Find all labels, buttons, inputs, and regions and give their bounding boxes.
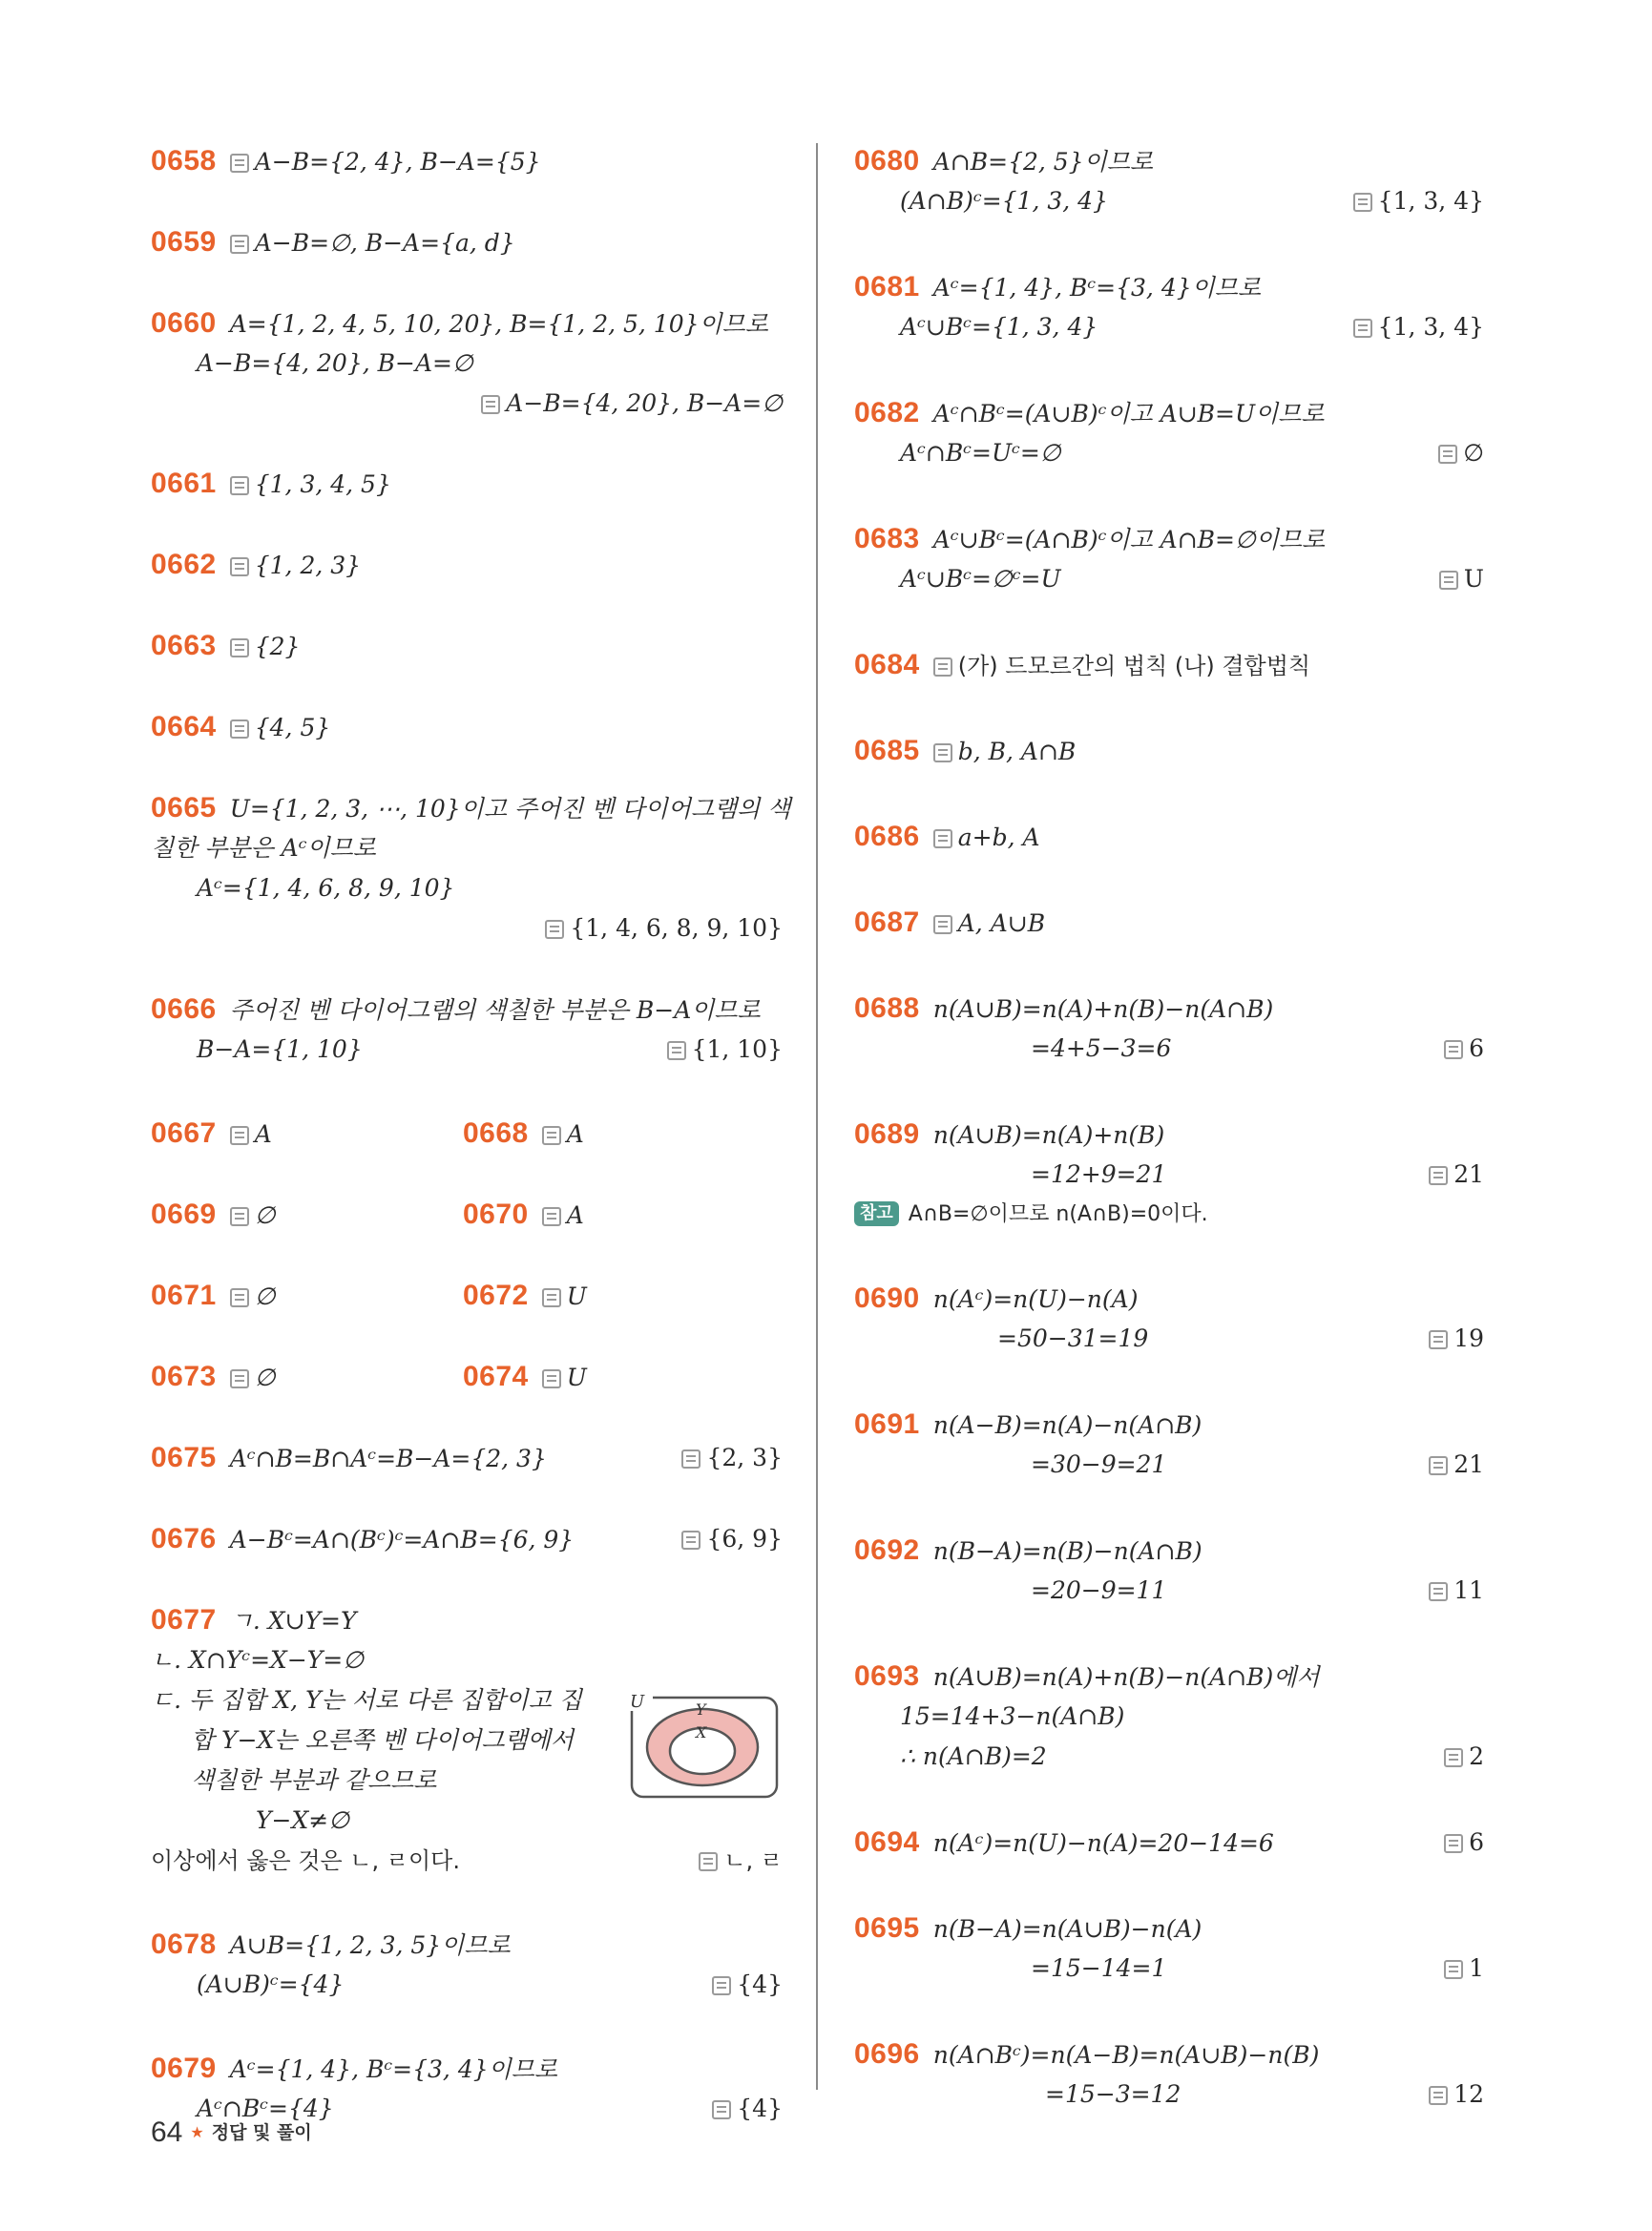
solution-line: =30−9=21 (1031, 1450, 1167, 1478)
answer: {1, 3, 4} (1353, 307, 1484, 347)
problem-0658 (151, 141, 783, 181)
answer: {1, 3, 4, 5} (254, 470, 391, 498)
solution-line: 합 Y−X는 오른쪽 벤 다이어그램에서 (191, 1726, 574, 1754)
solution-line: ㄷ. 두 집합 X, Y는 서로 다른 집합이고 집 (151, 1686, 582, 1714)
solution-line: 주어진 벤 다이어그램의 색칠한 부분은 B−A이므로 (229, 996, 761, 1024)
answer: 21 (1429, 1155, 1484, 1195)
solution-line: Aᶜ∪Bᶜ=∅ᶜ=U (900, 565, 1061, 593)
problem-0669: 0669 ∅ (151, 1199, 276, 1230)
solution-line: n(Aᶜ)=n(U)−n(A)=20−14=6 (932, 1829, 1274, 1857)
problem-number: 0678 (151, 1929, 217, 1960)
solution-line: n(A∪B)=n(A)+n(B)−n(A∩B)에서 (932, 1663, 1320, 1691)
problem-0683 (854, 519, 1484, 599)
answer: 12 (1429, 2075, 1484, 2115)
solution-line: Aᶜ∩B=B∩Aᶜ=B−A={2, 3} (229, 1445, 547, 1472)
venn-diagram (626, 1692, 781, 1803)
answer: A (254, 1120, 272, 1148)
problem-0667: 0667 A (151, 1117, 272, 1149)
problem-number: 0682 (854, 397, 920, 428)
problem-0670: 0670 A (463, 1199, 584, 1230)
problem-number: 0680 (854, 145, 920, 177)
answer-icon (1444, 1960, 1463, 1979)
solution-line: U={1, 2, 3, ⋯, 10}이고 주어진 벤 다이어그램의 색 (229, 795, 791, 823)
problem-number: 0662 (151, 549, 217, 580)
solution-line: ㄴ. X∩Yᶜ=X−Y=∅ (151, 1646, 365, 1674)
answer-icon (933, 743, 952, 762)
problem-number: 0658 (151, 145, 217, 177)
problem-0666 (151, 990, 783, 1070)
answer-icon (230, 1207, 249, 1226)
answer: ∅ (254, 1201, 276, 1229)
answer: {1, 4, 6, 8, 9, 10} (545, 908, 783, 949)
problem-row (151, 1114, 783, 1154)
solution-line: Aᶜ∩Bᶜ=(A∪B)ᶜ이고 A∪B=U이므로 (932, 400, 1325, 427)
answer-icon (542, 1207, 561, 1226)
problem-0681 (854, 267, 1484, 347)
solution-line: n(A∩Bᶜ)=n(A−B)=n(A∪B)−n(B) (932, 2041, 1320, 2069)
problem-number: 0689 (854, 1118, 920, 1150)
problem-row (151, 1276, 783, 1316)
answer: {4, 5} (254, 714, 331, 741)
answer: ㄴ, ㄹ (699, 1841, 783, 1881)
answer: 1 (1444, 1949, 1484, 1989)
solution-line: n(A∪B)=n(A)+n(B) (932, 1121, 1165, 1149)
solution-line: Y−X≠∅ (256, 1806, 349, 1834)
answer: A, A∪B (957, 909, 1046, 937)
problem-0678 (151, 1925, 783, 2005)
venn-label-x: X (696, 1723, 707, 1741)
problem-number: 0686 (854, 821, 920, 852)
solution-line: n(B−A)=n(B)−n(A∩B) (932, 1537, 1202, 1565)
problem-0684 (854, 645, 1484, 685)
solution-line: A={1, 2, 4, 5, 10, 20}, B={1, 2, 5, 10}이므로 (229, 310, 768, 338)
answer: U (566, 1364, 587, 1391)
answer-icon (230, 1369, 249, 1388)
answer: {1, 2, 3} (254, 552, 362, 579)
problem-number: 0691 (854, 1408, 920, 1440)
star-icon: ★ (190, 2125, 204, 2141)
problem-0693 (854, 1657, 1484, 1777)
answer-icon (1429, 1330, 1448, 1349)
solution-line: Aᶜ={1, 4}, Bᶜ={3, 4}이므로 (932, 274, 1262, 302)
answer: 19 (1429, 1319, 1484, 1359)
answer-icon (1429, 1166, 1448, 1185)
problem-0660 (151, 303, 783, 424)
answer-icon (712, 2100, 731, 2119)
problem-0690 (854, 1279, 1484, 1359)
solution-line: n(B−A)=n(A∪B)−n(A) (932, 1915, 1202, 1943)
answer: A−B={4, 20}, B−A=∅ (481, 384, 783, 424)
problem-0682 (854, 393, 1484, 473)
solution-line: =4+5−3=6 (1031, 1034, 1172, 1062)
problem-0663 (151, 626, 783, 666)
answer: 6 (1444, 1029, 1484, 1069)
problem-0676 (151, 1519, 783, 1559)
solution-line: n(A∪B)=n(A)+n(B)−n(A∩B) (932, 995, 1274, 1023)
answer-icon (1429, 2086, 1448, 2105)
problem-0692 (854, 1531, 1484, 1611)
answer: A (566, 1201, 584, 1229)
problem-0695 (854, 1908, 1484, 1989)
solution-line: A−B={4, 20}, B−A=∅ (197, 349, 473, 377)
problem-number: 0695 (854, 1912, 920, 1944)
problem-0671: 0671 ∅ (151, 1280, 276, 1311)
answer: {2} (254, 633, 301, 660)
solution-line: 이상에서 옳은 것은 ㄴ, ㄹ이다. (151, 1847, 460, 1874)
answer-icon (230, 638, 249, 657)
answer: 21 (1429, 1445, 1484, 1485)
answer-icon (230, 1288, 249, 1307)
problem-0661 (151, 464, 783, 504)
answer: (가) 드모르간의 법칙 (나) 결합법칙 (957, 653, 1311, 679)
answer: {4} (712, 2089, 783, 2129)
solution-line: A∪B={1, 2, 3, 5}이므로 (229, 1931, 511, 1959)
solution-line: Aᶜ={1, 4}, Bᶜ={3, 4}이므로 (229, 2055, 558, 2083)
problem-0685 (854, 731, 1484, 771)
problem-row (151, 1357, 783, 1397)
problem-number: 0696 (854, 2038, 920, 2070)
problem-0688 (854, 989, 1484, 1069)
answer-icon (712, 1976, 731, 1995)
solution-line: B−A={1, 10} (197, 1035, 363, 1063)
answer-icon (230, 476, 249, 495)
problem-number: 0683 (854, 523, 920, 554)
answer-icon (230, 1126, 249, 1145)
problem-number: 0660 (151, 307, 217, 339)
solution-line: (A∪B)ᶜ={4} (197, 1970, 345, 1998)
problem-0672: 0672 U (463, 1280, 587, 1311)
answer: U (566, 1282, 587, 1310)
problem-number: 0685 (854, 735, 920, 766)
answer-icon (230, 719, 249, 739)
problem-number: 0681 (854, 271, 920, 302)
venn-label-y: Y (696, 1700, 706, 1719)
solution-line: 15=14+3−n(A∩B) (900, 1702, 1125, 1730)
problem-number: 0675 (151, 1442, 217, 1473)
problem-number: 0659 (151, 226, 217, 258)
answer: ∅ (1438, 433, 1484, 473)
answer-icon (667, 1041, 686, 1060)
solution-line: n(A−B)=n(A)−n(A∩B) (932, 1411, 1202, 1439)
problem-0677 (151, 1600, 783, 1881)
problem-0696 (854, 2034, 1484, 2115)
problem-0662 (151, 545, 783, 585)
solution-line: ㄱ. X∪Y=Y (229, 1607, 357, 1635)
answer-icon (1444, 1834, 1463, 1853)
column-divider (816, 143, 818, 2090)
answer-icon (1429, 1582, 1448, 1601)
answer-icon (230, 235, 249, 254)
solution-line: A∩B={2, 5}이므로 (932, 148, 1154, 176)
problem-number: 0666 (151, 993, 217, 1025)
page-number: 64 (151, 2116, 183, 2148)
problem-0694 (854, 1823, 1484, 1863)
venn-label-u: U (630, 1692, 645, 1712)
answer-icon (230, 154, 249, 173)
problem-number: 0664 (151, 711, 217, 742)
answer-icon (933, 657, 952, 677)
answer-icon (1429, 1456, 1448, 1475)
solution-line: Aᶜ∪Bᶜ={1, 3, 4} (900, 313, 1098, 341)
problem-0686 (854, 817, 1484, 857)
answer: ∅ (254, 1364, 276, 1391)
solution-line: =20−9=11 (1031, 1576, 1167, 1604)
answer-icon (1444, 1040, 1463, 1059)
solution-line: (A∩B)ᶜ={1, 3, 4} (900, 187, 1108, 215)
answer-icon (542, 1369, 561, 1388)
problem-0680 (854, 141, 1484, 221)
answer-icon (481, 395, 500, 414)
solution-line: ∴ n(A∩B)=2 (900, 1742, 1047, 1770)
problem-0675 (151, 1438, 783, 1478)
problem-number: 0694 (854, 1826, 920, 1858)
problem-0665 (151, 788, 791, 949)
answer: {6, 9} (681, 1519, 783, 1559)
problem-0664 (151, 707, 783, 747)
solution-line: 색칠한 부분과 같으므로 (191, 1766, 437, 1794)
solution-line: =12+9=21 (1031, 1160, 1167, 1188)
answer: b, B, A∩B (957, 738, 1077, 765)
answer: A−B=∅, B−A={a, d} (254, 229, 515, 257)
answer: a+b, A (957, 824, 1040, 851)
footer-title: 정답 및 풀이 (211, 2122, 312, 2143)
answer: ∅ (254, 1282, 276, 1310)
solution-line: n(Aᶜ)=n(U)−n(A) (932, 1285, 1139, 1313)
problem-0668: 0668 A (463, 1117, 584, 1149)
problem-number: 0677 (151, 1604, 217, 1636)
answer: {4} (712, 1965, 783, 2005)
answer: A−B={2, 4}, B−A={5} (254, 148, 541, 176)
problem-0689 (854, 1115, 1484, 1235)
problem-0691 (854, 1405, 1484, 1485)
answer-icon (681, 1531, 701, 1550)
answer-icon (699, 1852, 718, 1871)
problem-row (151, 1195, 783, 1235)
note-badge: 참고 (854, 1201, 899, 1226)
answer: {2, 3} (681, 1438, 783, 1478)
answer: A (566, 1120, 584, 1148)
problem-number: 0663 (151, 630, 217, 661)
solution-line: Aᶜ={1, 4, 6, 8, 9, 10} (197, 874, 455, 902)
problem-0659 (151, 222, 783, 262)
solution-line: =50−31=19 (997, 1324, 1149, 1352)
answer: {1, 3, 4} (1353, 181, 1484, 221)
answer-icon (542, 1288, 561, 1307)
problem-number: 0676 (151, 1523, 217, 1554)
problem-number: 0688 (854, 992, 920, 1024)
answer-icon (1353, 193, 1372, 212)
answer-icon (1444, 1748, 1463, 1767)
answer-icon (542, 1126, 561, 1145)
answer: 11 (1429, 1571, 1484, 1611)
problem-0673: 0673 ∅ (151, 1361, 276, 1392)
answer-icon (1438, 445, 1457, 464)
note-text: A∩B=∅이므로 n(A∩B)=0이다. (908, 1202, 1208, 1226)
page-footer (151, 2116, 312, 2149)
problem-number: 0661 (151, 468, 217, 499)
right-column (854, 141, 1484, 2115)
solution-line: Aᶜ∪Bᶜ=(A∩B)ᶜ이고 A∩B=∅이므로 (932, 526, 1326, 553)
answer: U (1439, 559, 1484, 599)
solution-line: 칠한 부분은 Aᶜ이므로 (151, 834, 376, 862)
solution-line: Aᶜ∩Bᶜ=Uᶜ=∅ (900, 439, 1061, 467)
problem-number: 0690 (854, 1282, 920, 1314)
problem-number: 0693 (854, 1660, 920, 1692)
answer: {1, 10} (667, 1030, 783, 1070)
solution-line: Aᶜ∩Bᶜ={4} (197, 2095, 334, 2122)
left-column (151, 141, 791, 2129)
answer-icon (545, 920, 564, 939)
problem-0687 (854, 903, 1484, 943)
answer-icon (1439, 571, 1458, 590)
answer-icon (230, 557, 249, 576)
problem-number: 0687 (854, 907, 920, 938)
answer: 2 (1444, 1737, 1484, 1777)
answer-icon (1353, 319, 1372, 338)
problem-number: 0692 (854, 1534, 920, 1566)
problem-number: 0665 (151, 792, 217, 824)
solution-line: A−Bᶜ=A∩(Bᶜ)ᶜ=A∩B={6, 9} (229, 1526, 575, 1553)
answer: 6 (1444, 1823, 1484, 1863)
answer-icon (933, 829, 952, 848)
problem-number: 0684 (854, 649, 920, 680)
solution-line: =15−14=1 (1031, 1954, 1167, 1982)
problem-0674: 0674 U (463, 1361, 587, 1392)
problem-number: 0679 (151, 2053, 217, 2084)
solution-line: =15−3=12 (1045, 2080, 1181, 2108)
answer-icon (681, 1449, 701, 1469)
answer-icon (933, 915, 952, 934)
